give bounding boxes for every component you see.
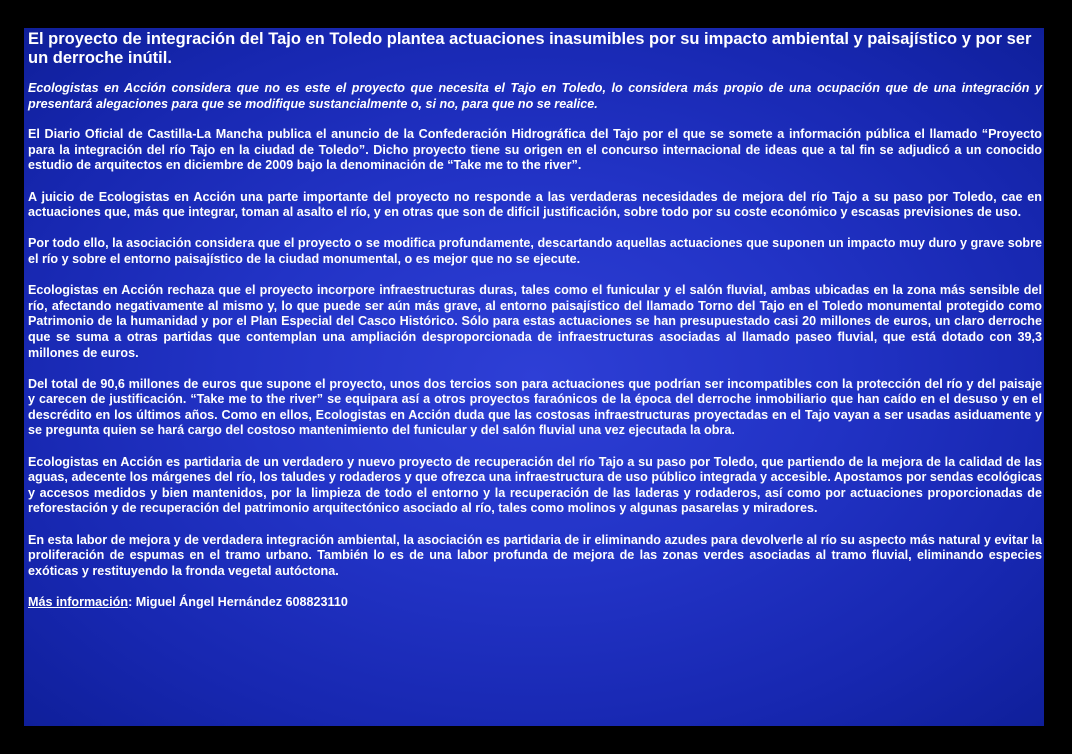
article-paragraph-6: Ecologistas en Acción es partidaria de un verdadero y nuevo proyecto de recuperación del río Tajo a su paso por Toledo, que partiendo de la mejora de la calidad de las aguas, adecente los márgenes del río, los taludes y rodaderos y que ofrezca una infraestructura de uso público integrada y accesible. Apostamos por sendas ecológicas y accesos medidos y bien mantenidos, por la limpieza de todo el entorno y la recuperación de las laderas y rodaderos, así como por actuaciones proporcionadas de reforestación y de recuperación del patrimonio arquitectónico asociado al río, tales como molinos y algunas pasarelas y miradores. <box>28 454 1042 516</box>
contact-separator: : <box>128 595 136 609</box>
article-paragraph-2: A juicio de Ecologistas en Acción una parte importante del proyecto no responde a las verdaderas necesidades de mejora del río Tajo a su paso por Toledo, cae en actuaciones que, más que integrar, toman al asalto el río, y en otras que son de difícil justificación, sobre todo por su coste económico y escasas previsiones de uso. <box>28 189 1042 220</box>
contact-person: Miguel Ángel Hernández 608823110 <box>135 595 348 609</box>
article-paragraph-7: En esta labor de mejora y de verdadera integración ambiental, la asociación es partidaria de ir eliminando azudes para devolverle al río su aspecto más natural y evitar la proliferación de espumas en el tramo urbano. También lo es de una labor profunda de mejora de las zonas verdes asociadas al tramo fluvial, eliminando especies exóticas y restituyendo la fronda vegetal autóctona. <box>28 532 1042 578</box>
contact-line <box>28 595 1042 611</box>
article-paragraph-3: Por todo ello, la asociación considera que el proyecto o se modifica profundamente, descartando aquellas actuaciones que suponen un impacto muy duro y grave sobre el río y sobre el entorno paisajístico de la ciudad monumental, o es mejor que no se ejecute. <box>28 236 1042 266</box>
article-paragraph-5: Del total de 90,6 millones de euros que supone el proyecto, unos dos tercios son para actuaciones que podrían ser incompatibles con la protección del río y del paisaje y carecen de justificación. “Take me to the river” se equipara así a otros proyectos faraónicos de la época del derroche inmobiliario que han caído en el desuso y en el descrédito en los últimos años. Como en ellos, Ecologistas en Acción duda que las costosas infraestructuras proyectadas en el Tajo vayan a ser usadas asiduamente y se pregunta quien se hará cargo del costoso mantenimiento del funicular y del salón fluvial una vez ejecutada la obra. <box>28 376 1042 438</box>
more-info-link[interactable]: Más información <box>28 595 129 609</box>
article-paragraph-4: Ecologistas en Acción rechaza que el proyecto incorpore infraestructuras duras, tales como el funicular y el salón fluvial, ambas ubicadas en la zona más sensible del río, afectando negativamente al mismo y, lo que puede ser aún más grave, al entorno paisajístico del llamado Torno del Tajo en el Toledo monumental protegido como Patrimonio de la humanidad y por el Plan Especial del Casco Histórico. Sólo para estas actuaciones se han presupuestado casi 20 millones de euros, un claro derroche que se suma a otras partidas que contemplan una ampliación desproporcionada de infraestructuras asociadas al llamado paseo fluvial, que está dotado con 39,3 millones de euros. <box>28 283 1042 360</box>
article-paragraph-1: El Diario Oficial de Castilla-La Mancha publica el anuncio de la Confederación Hidrográfica del Tajo por el que se somete a información pública el llamado “Proyecto para la integración del río Tajo en la ciudad de Toledo”. Dicho proyecto tiene su origen en el concurso internacional de ideas que a tal fin se adjudicó a un conocido estudio de arquitectos en diciembre de 2009 bajo la denominación de “Take me to the river”. <box>28 127 1042 173</box>
article-panel <box>24 28 1044 726</box>
article-subtitle: Ecologistas en Acción considera que no es este el proyecto que necesita el Tajo en Toledo, lo considera más propio de una ocupación que de una integración y presentará alegaciones para que se modifique sustancialmente o, si no, para que no se realice. <box>28 81 1042 111</box>
article-title: El proyecto de integración del Tajo en Toledo plantea actuaciones inasumibles por su impacto ambiental y paisajístico y por ser un derroche inútil. <box>28 30 1032 67</box>
